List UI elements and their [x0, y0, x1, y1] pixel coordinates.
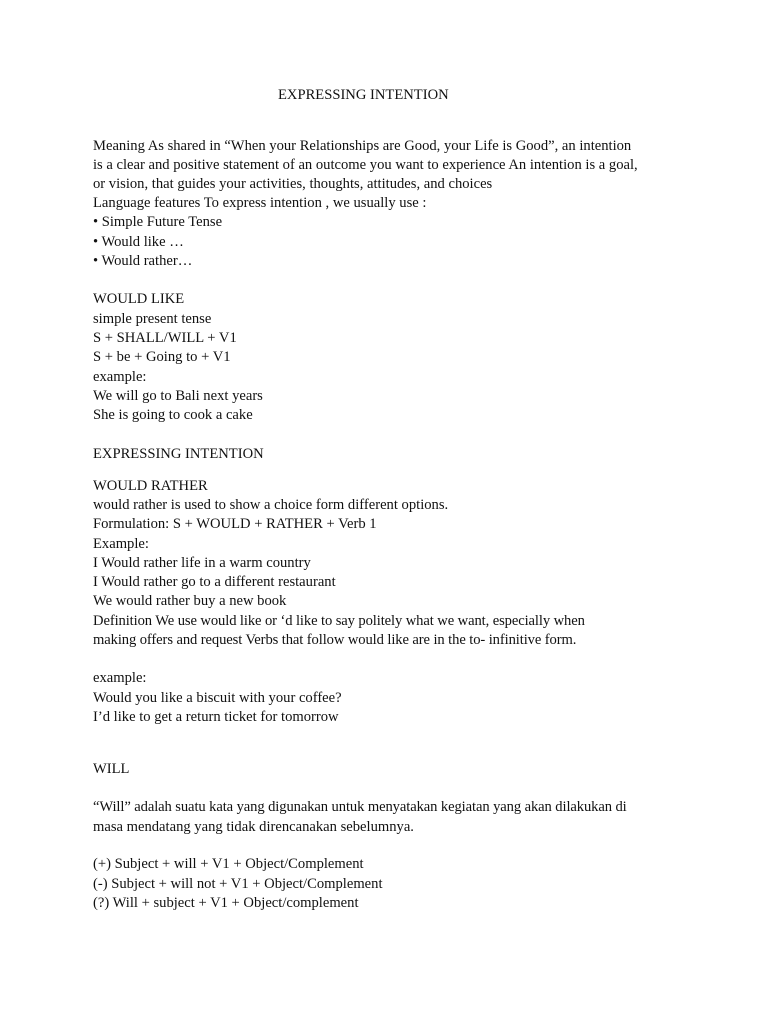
bullet-item: • Simple Future Tense	[93, 214, 223, 230]
will-description-line: “Will” adalah suatu kata yang digunakan untuk menyatakan kegiatan yang akan dilakukan di	[93, 799, 627, 815]
would-like-heading: WOULD LIKE	[93, 291, 185, 307]
would-rather-line: I Would rather go to a different restaurant	[93, 574, 336, 590]
would-like-line: simple present tense	[93, 311, 212, 327]
would-like-line: example:	[93, 369, 147, 385]
section-heading: EXPRESSING INTENTION	[93, 446, 264, 462]
bullet-item: • Would like …	[93, 234, 184, 250]
would-rather-line: Example:	[93, 536, 149, 552]
will-formula: (?) Will + subject + V1 + Object/complement	[93, 895, 359, 911]
example-label: example:	[93, 670, 147, 686]
will-formula: (+) Subject + will + V1 + Object/Complement	[93, 856, 364, 872]
page-title: EXPRESSING INTENTION	[278, 87, 449, 103]
would-like-line: S + be + Going to + V1	[93, 349, 231, 365]
language-features-line: Language features To express intention , we usually use :	[93, 195, 427, 211]
would-like-line: We will go to Bali next years	[93, 388, 263, 404]
would-like-line: S + SHALL/WILL + V1	[93, 330, 237, 346]
meaning-line-1: Meaning As shared in “When your Relationships are Good, your Life is Good”, an intention	[93, 138, 632, 154]
will-formula: (-) Subject + will not + V1 + Object/Complement	[93, 876, 383, 892]
meaning-line-3: or vision, that guides your activities, thoughts, attitudes, and choices	[93, 176, 493, 192]
would-rather-line: Definition We use would like or ‘d like to say politely what we want, especially when	[93, 613, 585, 629]
example-line: Would you like a biscuit with your coffee?	[93, 690, 342, 706]
would-rather-heading: WOULD RATHER	[93, 478, 208, 494]
will-description-line: masa mendatang yang tidak direncanakan sebelumnya.	[93, 819, 414, 835]
would-rather-line: would rather is used to show a choice form different options.	[93, 497, 449, 513]
will-heading: WILL	[93, 761, 130, 777]
would-like-line: She is going to cook a cake	[93, 407, 253, 423]
bullet-item: • Would rather…	[93, 253, 193, 269]
example-line: I’d like to get a return ticket for tomorrow	[93, 709, 339, 725]
would-rather-line: Formulation: S + WOULD + RATHER + Verb 1	[93, 516, 377, 532]
would-rather-line: making offers and request Verbs that follow would like are in the to- infinitive form.	[93, 632, 577, 648]
would-rather-line: We would rather buy a new book	[93, 593, 287, 609]
meaning-line-2: is a clear and positive statement of an outcome you want to experience An intention is a goal,	[93, 157, 638, 173]
would-rather-line: I Would rather life in a warm country	[93, 555, 311, 571]
